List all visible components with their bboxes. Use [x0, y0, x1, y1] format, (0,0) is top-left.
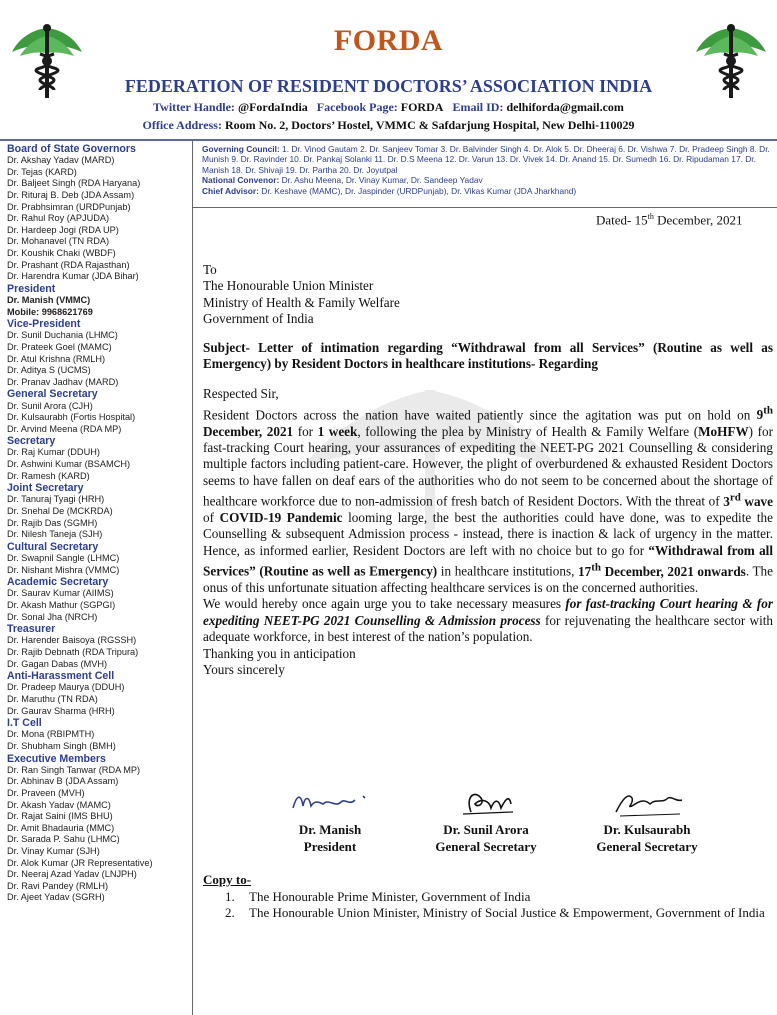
sidebar-section-heading: Anti-Harassment Cell — [7, 670, 115, 683]
sidebar-section-heading: Secretary — [7, 435, 56, 448]
email-label: Email ID: — [452, 100, 504, 114]
governing-council-members: 1. Dr. Vinod Gautam 2. Dr. Sanjeev Tomar 3. Dr. Balvinder Singh 4. Dr. Alok 5. Dr. Dheeraj 6. Dr. Vishwa 7. Dr. Pradeep Singh 8. Dr. Munish 9. Dr. Ravinder 10. Dr. Pankaj Solanki 11. Dr. D.S Meena 12. Dr. Varun 13. Dr. Vivek 14. Dr. Anand 15. Dr. Sumedh 16. Dr. Ripudaman 17. Dr. Manish 18. Dr. Shivaji 19. Dr. Partha 20. Dr. Joyutpal — [202, 144, 770, 175]
sidebar-member: Dr. Rajib Debnath (RDA Tripura) — [7, 647, 139, 658]
sidebar-member: Mobile: 9968621769 — [7, 306, 93, 317]
sidebar-section-heading: Treasurer — [7, 623, 56, 636]
signature-block-president — [270, 786, 390, 855]
office-address-line — [0, 118, 777, 133]
date-prefix: Dated- 15 — [596, 212, 648, 228]
letter-body — [203, 262, 773, 679]
sidebar-member: Dr. Rajib Das (SGMH) — [7, 517, 98, 528]
sidebar-member: Dr. Akshay Yadav (MARD) — [7, 155, 115, 166]
sidebar-member: Dr. Prateek Goel (MAMC) — [7, 341, 112, 352]
twitter-label: Twitter Handle: — [153, 100, 235, 114]
org-acronym-title: FORDA — [333, 24, 444, 57]
sidebar-member: Dr. Sunil Duchania (LHMC) — [7, 330, 118, 341]
sidebar-section-heading: I.T Cell — [7, 717, 42, 730]
sidebar-member: Dr. Tejas (KARD) — [7, 166, 77, 177]
sidebar-member: Dr. Aditya S (UCMS) — [7, 365, 91, 376]
sidebar-member: Dr. Ramesh (KARD) — [7, 470, 90, 481]
signatory-role: General Secretary — [435, 838, 537, 854]
greeting: Respected Sir, — [203, 386, 279, 402]
sidebar-member: Dr. Ran Singh Tanwar (RDA MP) — [7, 764, 141, 775]
letter-date — [596, 212, 743, 228]
address-value: Room No. 2, Doctors’ Hostel, VMMC & Safdarjung Hospital, New Delhi-110029 — [224, 118, 635, 132]
sidebar-member: Dr. Harender Baisoya (RGSSH) — [7, 635, 137, 646]
sidebar-section-heading: Cultural Secretary — [7, 540, 99, 553]
copy-to-number: 2. — [225, 905, 235, 921]
sidebar-member: Dr. Akash Mathur (SGPGI) — [7, 600, 116, 611]
sidebar-member: Dr. Mona (RBIPMTH) — [7, 729, 95, 740]
sidebar-section-heading: Vice-President — [7, 318, 81, 331]
sidebar-member: Dr. Pranav Jadhav (MARD) — [7, 376, 119, 387]
sidebar-section-heading: General Secretary — [7, 388, 98, 401]
sidebar-member: Dr. Sonal Jha (NRCH) — [7, 611, 98, 622]
sidebar-member: Dr. Baljeet Singh (RDA Haryana) — [7, 178, 141, 189]
sidebar-member: Dr. Saurav Kumar (AIIMS) — [7, 588, 114, 599]
sidebar-member: Dr. Ajeet Yadav (SGRH) — [7, 892, 105, 903]
sidebar-member: Dr. Harendra Kumar (JDA Bihar) — [7, 271, 139, 282]
facebook-label: Facebook Page: — [316, 100, 398, 114]
signature-block-gs-1 — [424, 786, 548, 855]
sidebar-member: Dr. Manish (VMMC) — [7, 294, 91, 305]
sidebar-member: Dr. Nishant Mishra (VMMC) — [7, 564, 120, 575]
governing-council-label: Governing Council: — [202, 144, 280, 154]
office-bearers-sidebar — [7, 143, 191, 904]
sidebar-member: Dr. Praveen (MVH) — [7, 787, 85, 798]
sidebar-member: Dr. Shubham Singh (BMH) — [7, 740, 116, 751]
sidebar-member: Dr. Pradeep Maurya (DDUH) — [7, 682, 125, 693]
sidebar-member: Dr. Arvind Meena (RDA MP) — [7, 423, 122, 434]
council-divider — [193, 207, 777, 208]
sidebar-section-heading: Joint Secretary — [7, 482, 84, 495]
governing-council — [202, 144, 774, 175]
signature-block-gs-2 — [584, 786, 710, 855]
sidebar-member: Dr. Rahul Roy (APJUDA) — [7, 213, 110, 224]
sidebar-section-heading: President — [7, 282, 56, 295]
sidebar-member: Dr. Prashant (RDA Rajasthan) — [7, 259, 130, 270]
twitter-handle: @FordaIndia — [237, 100, 308, 114]
org-full-name: FEDERATION OF RESIDENT DOCTORS’ ASSOCIATION INDIA — [124, 76, 653, 96]
body-paragraph-2: We would hereby once again urge you to take necessary measures for fast-tracking Court hearing & for expediting NEET-PG 2021 Counselling & Admission process for rejuvenating the healthcare sector with adequate workforce, in best interest of the nation’s population. — [203, 596, 773, 645]
subject-line: Subject- Letter of intimation regarding “Withdrawal from all Services” (Routine as well as Emergency) by Resident Doctors in healthcare institutions- Regarding — [203, 339, 773, 372]
sidebar-member: Dr. Gagan Dabas (MVH) — [7, 658, 108, 669]
sidebar-member: Dr. Atul Krishna (RMLH) — [7, 353, 106, 364]
copy-to-heading: Copy to- — [203, 872, 252, 887]
sidebar-member: Dr. Alok Kumar (JR Representative) — [7, 857, 153, 868]
sidebar-section-heading: Executive Members — [7, 752, 106, 765]
sidebar-member: Dr. Amit Bhadauria (MMC) — [7, 822, 115, 833]
to-line: To — [203, 262, 217, 277]
signature-scribble — [602, 786, 692, 820]
contact-line — [0, 100, 777, 115]
sidebar-member: Dr. Maruthu (TN RDA) — [7, 694, 98, 704]
copy-to-item — [225, 905, 775, 921]
sidebar-member: Dr. Nilesh Taneja (SJH) — [7, 529, 103, 540]
facebook-page: FORDA — [400, 100, 444, 114]
signatory-name: Dr. Kulsaurabh — [603, 822, 691, 837]
addressee-line: Ministry of Health & Family Welfare — [203, 294, 400, 310]
sidebar-member: Dr. Kulsaurabh (Fortis Hospital) — [7, 412, 136, 423]
header-divider — [0, 139, 777, 141]
signature-scribble — [285, 786, 375, 820]
date-suffix: December, 2021 — [653, 212, 743, 228]
sidebar-member: Dr. Sunil Arora (CJH) — [7, 400, 93, 411]
signatory-role: President — [303, 838, 357, 854]
copy-to-text: The Honourable Prime Minister, Government of India — [249, 889, 531, 904]
sidebar-member: Dr. Hardeep Jogi (RDA UP) — [7, 224, 119, 235]
addressee-line: Government of India — [203, 311, 314, 327]
address-label: Office Address: — [142, 118, 222, 132]
copy-to-number: 1. — [225, 889, 235, 904]
sidebar-member: Dr. Prabhsimran (URDPunjab) — [7, 201, 131, 212]
sidebar-member: Dr. Sarada P. Sahu (LHMC) — [7, 834, 120, 845]
sidebar-member: Dr. Snehal De (MCKRDA) — [7, 506, 113, 517]
email-address: delhiforda@gmail.com — [506, 100, 624, 114]
chief-advisor-members: Dr. Keshave (MAMC), Dr. Jaspinder (URDPunjab), Dr. Vikas Kumar (JDA Jharkhand) — [261, 185, 577, 196]
sidebar-member: Dr. Akash Yadav (MAMC) — [7, 799, 111, 810]
signatory-role: General Secretary — [596, 838, 698, 854]
national-convenor-label: National Convenor: — [202, 175, 280, 186]
body-paragraph-1: Resident Doctors across the nation have waited patiently since the agitation was put on hold on 9th December, 2021 for 1 week, following the plea by Ministry of Health & Family Welfare (MoHFW) for fast-tracking Court hearing, your assurances of expediting the NEET-PG 2021 Counselling & considering multiple factors including patient-care. However, the plight of overburdened & exhausted Resident Doctors seems to have fallen on deaf ears of the authorities who do not seem to be concerned about the shortage of healthcare workforce due to non-admission of fresh batch of Resident Doctors. With the threat of 3rd wave of COVID-19 Pandemic looming large, the best the authorities could have done, was to expedite the Counselling & subsequent Admission process - instead, there is inaction & lack of urgency in the matter. Hence, as informed earlier, Resident Doctors are left with no choice but to go for “Withdrawal from all Services” (Routine as well as Emergency) in healthcare institutions, 17th December, 2021 onwards. The onus of this unfortunate situation affecting healthcare services is on the concerned authorities. — [203, 404, 773, 596]
signature-scribble — [441, 786, 531, 820]
sidebar-member: Dr. Abhinav B (JDA Assam) — [7, 776, 119, 787]
sidebar-member: Dr. Ravi Pandey (RMLH) — [7, 880, 109, 891]
signatory-name: Dr. Sunil Arora — [443, 822, 529, 837]
sidebar-member: Dr. Swapnil Sangle (LHMC) — [7, 553, 120, 564]
sidebar-member: Dr. Koushik Chaki (WBDF) — [7, 247, 116, 258]
sidebar-member: Dr. Rituraj B. Deb (JDA Assam) — [7, 189, 135, 200]
council-block — [202, 144, 774, 196]
sidebar-member: Dr. Vinay Kumar (SJH) — [7, 845, 100, 856]
sidebar-member: Dr. Ashwini Kumar (BSAMCH) — [7, 459, 131, 470]
national-convenor — [202, 175, 774, 185]
sidebar-member: Dr. Raj Kumar (DDUH) — [7, 447, 100, 458]
copy-to-list — [225, 889, 775, 922]
copy-to-text: The Honourable Union Minister, Ministry of Social Justice & Empowerment, Government of India — [249, 905, 765, 921]
thanks-line: Thanking you in anticipation — [203, 645, 356, 661]
sidebar-member: Dr. Tanuraj Tyagi (HRH) — [7, 494, 105, 505]
date-sup: th — [647, 212, 654, 221]
signatory-name: Dr. Manish — [298, 822, 362, 837]
sidebar-divider — [192, 141, 193, 1015]
copy-to-item — [225, 889, 775, 905]
closing-line: Yours sincerely — [203, 662, 285, 678]
sidebar-member: Dr. Neeraj Azad Yadav (LNJPH) — [7, 869, 137, 880]
sidebar-section-heading: Academic Secretary — [7, 576, 109, 589]
national-convenor-members: Dr. Ashu Meena, Dr. Vinay Kumar, Dr. Sandeep Yadav — [281, 175, 483, 186]
chief-advisor-label: Chief Advisor: — [202, 185, 259, 196]
addressee-line: The Honourable Union Minister — [203, 278, 374, 294]
sidebar-member: Dr. Rajat Saini (IMS BHU) — [7, 811, 113, 822]
sidebar-member: Dr. Mohanavel (TN RDA) — [7, 236, 110, 247]
chief-advisor — [202, 186, 774, 196]
sidebar-member: Dr. Gaurav Sharma (HRH) — [7, 705, 115, 716]
sidebar-section-heading: Board of State Governors — [7, 143, 136, 155]
